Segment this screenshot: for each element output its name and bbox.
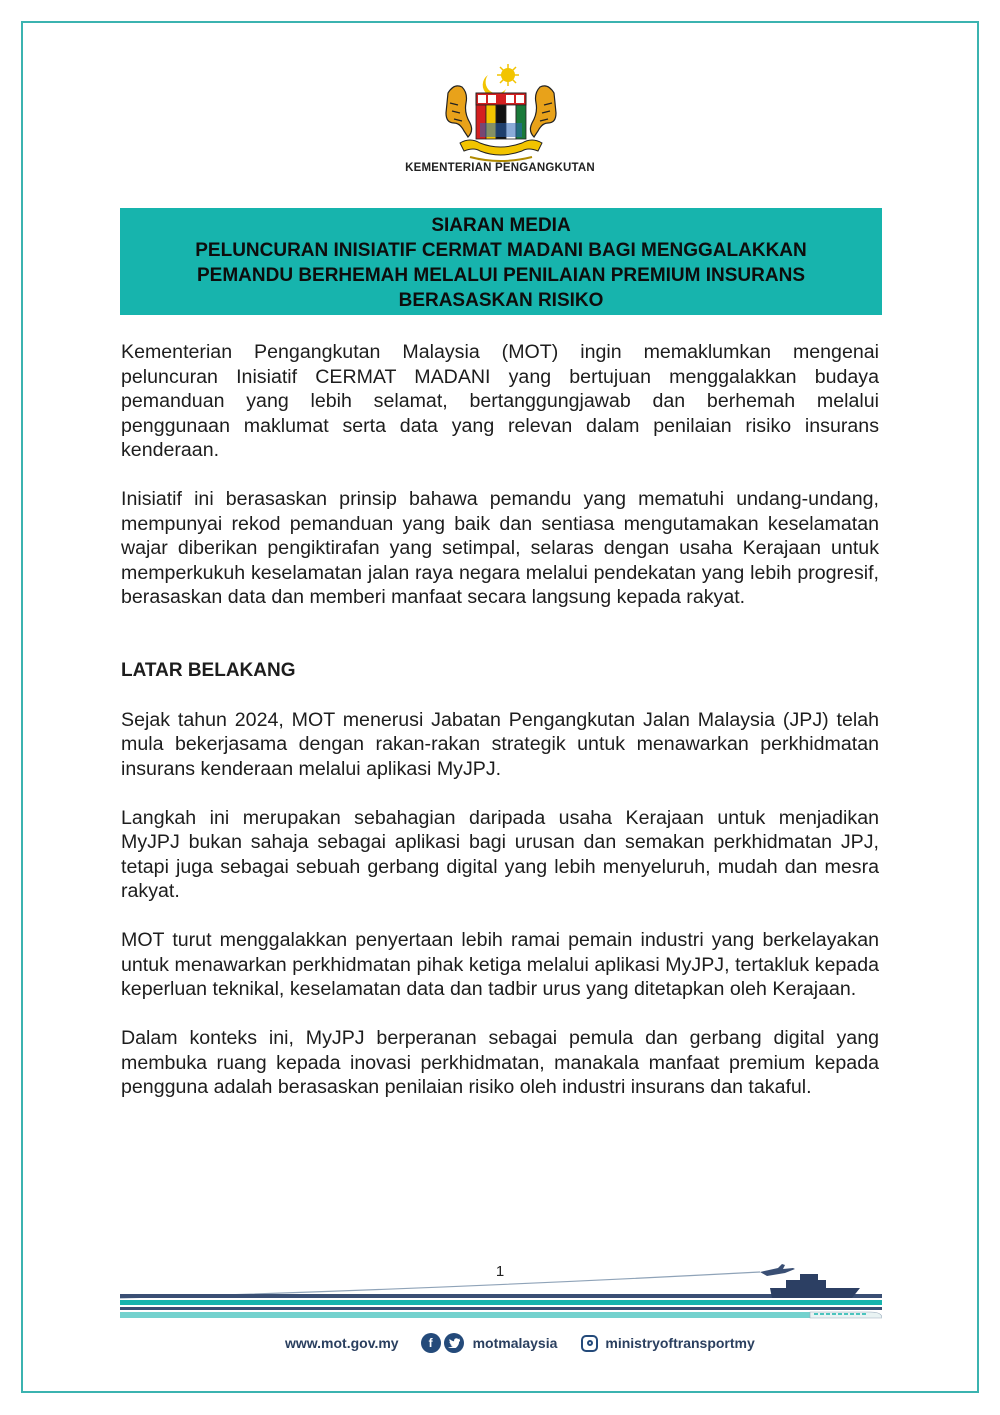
paragraph-6: Dalam konteks ini, MyJPJ berperanan sebagai pemula dan gerbang digital yang membuka ruang kepada inovasi perkhidmatan, manakala manfaat premium kepada pengguna adalah berasaskan penilaian risiko oleh industri insurans dan takaful. xyxy=(121,1027,879,1098)
facebook-icon[interactable]: f xyxy=(421,1333,441,1353)
paragraph-3: Sejak tahun 2024, MOT menerusi Jabatan Pengangkutan Jalan Malaysia (JPJ) telah mula bekerjasama dengan rakan-rakan strategik untuk menawarkan perkhidmatan insurans kenderaan melalui aplikasi MyJPJ. xyxy=(121,708,879,780)
page-number: 1 xyxy=(495,1263,505,1280)
social-handle[interactable]: motmalaysia xyxy=(472,1335,558,1351)
instagram-handle[interactable]: ministryoftransportmy xyxy=(605,1335,755,1351)
ministry-name: KEMENTERIAN PENGANGKUTAN xyxy=(405,162,595,174)
twitter-icon[interactable] xyxy=(444,1333,464,1353)
instagram-icon[interactable] xyxy=(581,1335,598,1352)
footer-contact-bar xyxy=(285,1330,755,1356)
paragraph-5: MOT turut menggalakkan penyertaan lebih ramai pemain industri yang berkelayakan untuk menawarkan perkhidmatan pihak ketiga melalui aplikasi MyJPJ, tertakluk kepada keperluan teknikal, keselamatan data dan tadbir urus yang ditetapkan oleh Kerajaan. xyxy=(121,929,879,1000)
coat-of-arms-logo xyxy=(440,63,562,163)
website-link[interactable]: www.mot.gov.my xyxy=(285,1335,399,1351)
title-line-4: BERASASKAN RISIKO xyxy=(398,290,604,311)
paragraph-2: Inisiatif ini berasaskan prinsip bahawa pemandu yang mematuhi undang-undang, mempunyai rekod pemanduan yang baik dan sentiasa mengutamakan keselamatan wajar diberikan pengiktirafan yang setimpal, selaras dengan usaha Kerajaan untuk memperkukuh keselamatan jalan raya negara melalui pendekatan yang lebih progresif, berasaskan data dan memberi manfaat secara langsung kepada rakyat. xyxy=(121,488,879,608)
title-line-2: PELUNCURAN INISIATIF CERMAT MADANI BAGI MENGGALAKKAN xyxy=(195,240,807,261)
transport-footer-graphic xyxy=(120,1258,882,1328)
paragraph-4: Langkah ini merupakan sebahagian daripada usaha Kerajaan untuk menjadikan MyJPJ bukan sahaja sebagai aplikasi bagi urusan dan semakan perkhidmatan JPJ, tetapi juga sebagai sebuah gerbang digital yang lebih menyeluruh, mudah dan mesra rakyat. xyxy=(121,806,879,902)
paragraph-1: Kementerian Pengangkutan Malaysia (MOT) ingin memaklumkan mengenai peluncuran Inisiatif CERMAT MADANI yang bertujuan menggalakkan budaya pemanduan yang lebih selamat, bertanggungjawab dan berhemah melalui penggunaan maklumat serta data yang relevan dalam penilaian risiko insurans kenderaan. xyxy=(121,341,879,461)
title-line-3: PEMANDU BERHEMAH MELALUI PENILAIAN PREMIUM INSURANS xyxy=(196,265,805,286)
section-heading: LATAR BELAKANG xyxy=(121,659,296,681)
press-release-body xyxy=(121,340,879,1100)
title-line-1: SIARAN MEDIA xyxy=(431,215,571,236)
press-release-title-banner xyxy=(120,208,882,315)
